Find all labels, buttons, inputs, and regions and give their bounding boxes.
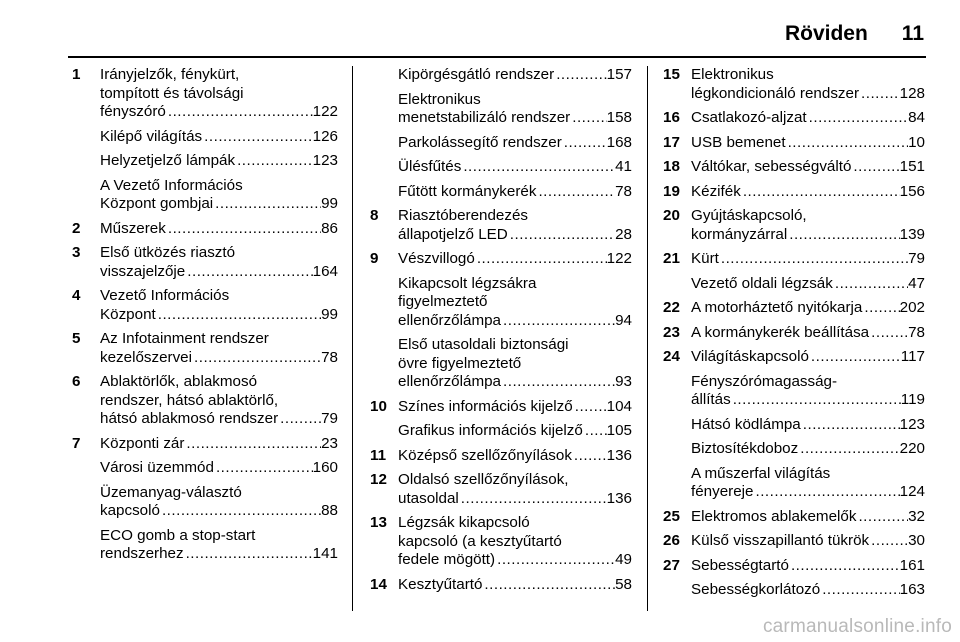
index-entry <box>72 373 338 429</box>
callout-number: 12 <box>370 471 387 488</box>
entry-text: fényszóró <box>100 103 166 120</box>
callout-number <box>663 275 691 294</box>
dot-leader <box>501 312 615 331</box>
entry-text: visszajelzője <box>100 262 186 280</box>
callout-number: 15 <box>663 66 680 83</box>
column-divider <box>647 66 648 611</box>
index-entry <box>370 207 632 244</box>
entry-text: figyelmeztető <box>398 293 488 310</box>
callout-number <box>370 275 398 331</box>
index-entry <box>663 183 925 202</box>
dot-leader <box>461 158 615 177</box>
dot-leader <box>213 195 321 214</box>
dot-leader <box>856 508 908 527</box>
entry-text: Elektromos ablakemelők <box>691 507 857 525</box>
entry-text: Sebességkorlátozó <box>691 581 821 598</box>
entry-text: A Vezető Információs <box>100 176 243 194</box>
page-reference: 158 <box>606 109 632 126</box>
dot-leader <box>156 306 321 325</box>
callout-number <box>370 158 398 177</box>
index-entry <box>663 275 925 294</box>
entry-text: ellenőrzőlámpa <box>398 373 501 390</box>
page-reference: 161 <box>899 556 925 574</box>
page-reference: 78 <box>908 323 925 341</box>
page-reference: 28 <box>615 225 632 243</box>
dot-leader <box>851 158 899 177</box>
entry-text: A motorháztető nyitókarja <box>691 299 863 316</box>
callout-number: 17 <box>663 133 680 151</box>
entry-text: Csatlakozó-aljzat <box>691 109 807 126</box>
page-reference: 30 <box>908 532 925 549</box>
entry-text: kormányzárral <box>691 225 788 243</box>
entry-text: Sebességtartó <box>691 556 789 574</box>
dot-leader <box>214 459 313 478</box>
index-entry <box>370 576 632 595</box>
page-reference: 124 <box>899 483 925 500</box>
index-column-3 <box>663 66 925 606</box>
entry-text: Vezető oldali légzsák <box>691 274 833 292</box>
callout-number <box>663 465 691 502</box>
dot-leader <box>184 545 313 564</box>
entry-text: Riasztóberendezés <box>398 207 529 224</box>
page-header <box>785 22 924 52</box>
index-entry <box>370 91 632 128</box>
callout-number: 8 <box>370 207 379 224</box>
callout-number <box>370 91 398 128</box>
page-reference: 156 <box>899 182 925 200</box>
index-entry <box>72 459 338 478</box>
dot-leader <box>562 134 607 153</box>
page-reference: 160 <box>312 459 338 476</box>
callout-number <box>72 527 100 564</box>
page-reference: 141 <box>312 545 338 562</box>
dot-leader <box>741 183 900 202</box>
dot-leader <box>459 490 607 509</box>
index-column-2 <box>370 66 632 600</box>
page-reference: 122 <box>312 103 338 120</box>
entry-text: Váltókar, sebességváltó <box>691 158 852 175</box>
callout-number: 22 <box>663 299 680 316</box>
index-entry <box>663 250 925 269</box>
entry-text: A műszerfal világítás <box>691 464 831 482</box>
entry-text: Légzsák kikapcsoló <box>398 514 530 531</box>
entry-text: ECO gomb a stop-start <box>100 526 256 544</box>
index-entry <box>663 416 925 435</box>
dot-leader <box>235 152 313 171</box>
index-entry <box>370 250 632 269</box>
callout-number <box>663 440 691 459</box>
page-reference: 79 <box>908 250 925 267</box>
entry-text: Központ <box>100 305 156 323</box>
page-reference: 117 <box>900 348 925 365</box>
callout-number <box>72 128 100 147</box>
index-entry <box>663 324 925 343</box>
index-entry <box>72 152 338 171</box>
index-entry <box>72 177 338 214</box>
index-entry <box>72 66 338 122</box>
page-reference: 94 <box>615 311 632 329</box>
dot-leader <box>536 183 615 202</box>
index-entry <box>370 336 632 392</box>
dot-leader <box>554 66 606 85</box>
entry-text: Ülésfűtés <box>398 158 462 175</box>
page-reference: 139 <box>899 225 925 243</box>
index-entry <box>663 508 925 527</box>
index-entry <box>663 348 925 367</box>
callout-number <box>663 581 691 600</box>
entry-text: USB bemenet <box>691 133 786 151</box>
dot-leader <box>570 109 606 128</box>
callout-number <box>370 183 398 202</box>
page-reference: 168 <box>606 133 632 151</box>
page-reference: 10 <box>908 133 925 151</box>
entry-text: Központ gombjai <box>100 195 214 212</box>
entry-text: kezelőszervei <box>100 348 193 366</box>
page-reference: 123 <box>899 415 925 433</box>
callout-number: 24 <box>663 348 680 365</box>
index-entry <box>72 330 338 367</box>
index-entry <box>370 275 632 331</box>
index-entry <box>370 66 632 85</box>
callout-number <box>370 134 398 153</box>
dot-leader <box>160 502 321 521</box>
index-entry <box>663 109 925 128</box>
page-reference: 88 <box>321 502 338 519</box>
entry-text: Kürt <box>691 250 719 267</box>
entry-text: övre figyelmeztető <box>398 354 522 372</box>
index-entry <box>72 435 338 454</box>
entry-text: állapotjelző LED <box>398 225 508 243</box>
index-entry <box>72 220 338 239</box>
page-reference: 23 <box>321 434 338 452</box>
page-reference: 126 <box>312 127 338 145</box>
page-reference: 220 <box>899 440 925 457</box>
entry-text: Központi zár <box>100 434 185 452</box>
page-reference: 104 <box>606 397 632 415</box>
entry-text: Kesztyűtartó <box>398 575 483 593</box>
index-entry <box>72 484 338 521</box>
entry-text: Parkolássegítő rendszer <box>398 133 562 151</box>
callout-number <box>370 422 398 441</box>
index-entry <box>72 128 338 147</box>
entry-text: Az Infotainment rendszer <box>100 330 269 347</box>
dot-leader <box>809 348 901 367</box>
index-entry <box>370 134 632 153</box>
page-reference: 136 <box>606 446 632 464</box>
callout-number: 9 <box>370 250 379 267</box>
callout-number: 5 <box>72 330 81 347</box>
callout-number <box>663 416 691 435</box>
index-entry <box>663 299 925 318</box>
index-entry <box>72 527 338 564</box>
dot-leader <box>192 349 321 368</box>
callout-number: 11 <box>370 446 387 464</box>
index-entry <box>663 581 925 600</box>
entry-text: Oldalsó szellőzőnyílások, <box>398 471 569 488</box>
callout-number: 10 <box>370 397 387 415</box>
callout-number <box>370 66 398 85</box>
index-entry <box>370 422 632 441</box>
page-reference: 49 <box>615 551 632 568</box>
entry-text: Világításkapcsoló <box>691 348 809 365</box>
dot-leader <box>185 263 312 282</box>
index-entry <box>370 183 632 202</box>
dot-leader <box>786 134 909 153</box>
index-entry <box>72 287 338 324</box>
page-reference: 128 <box>899 84 925 102</box>
index-entry <box>663 440 925 459</box>
index-entry <box>370 398 632 417</box>
entry-text: Első utasoldali biztonsági <box>398 336 569 353</box>
page-reference: 84 <box>908 109 925 126</box>
dot-leader <box>583 422 607 441</box>
dot-leader <box>572 447 607 466</box>
dot-leader <box>787 226 899 245</box>
entry-text: Hátsó ködlámpa <box>691 415 801 433</box>
entry-text: kapcsoló (a kesztyűtartó <box>398 532 562 550</box>
index-entry <box>370 471 632 508</box>
page-reference: 157 <box>606 66 632 83</box>
index-entry <box>663 465 925 502</box>
entry-text: Kilépő világítás <box>100 127 203 145</box>
callout-number: 26 <box>663 532 680 549</box>
entry-text: Vészvillogó <box>398 250 475 267</box>
page-reference: 202 <box>899 299 925 316</box>
entry-text: Külső visszapillantó tükrök <box>691 532 870 549</box>
dot-leader <box>202 128 313 147</box>
page-reference: 93 <box>615 373 632 390</box>
dot-leader <box>482 576 615 595</box>
callout-number: 4 <box>72 287 81 304</box>
callout-number: 6 <box>72 373 81 390</box>
callout-number <box>72 152 100 171</box>
dot-leader <box>731 391 901 410</box>
index-entry <box>663 207 925 244</box>
page-reference: 99 <box>321 195 338 212</box>
page-reference: 136 <box>606 489 632 507</box>
callout-number <box>370 336 398 392</box>
entry-text: menetstabilizáló rendszer <box>398 109 571 126</box>
dot-leader <box>166 103 313 122</box>
callout-number <box>72 177 100 214</box>
dot-leader <box>184 435 321 454</box>
entry-text: Kikapcsolt légzsákra <box>398 274 537 292</box>
entry-text: Elektronikus <box>691 66 774 83</box>
callout-number: 27 <box>663 556 680 574</box>
dot-leader <box>495 551 615 570</box>
page-reference: 78 <box>321 348 338 366</box>
entry-text: Gyújtáskapcsoló, <box>691 207 807 224</box>
callout-number: 14 <box>370 575 387 593</box>
dot-leader <box>278 410 321 429</box>
callout-number: 3 <box>72 244 81 261</box>
dot-leader <box>789 557 900 576</box>
entry-text: utasoldal <box>398 489 459 507</box>
dot-leader <box>508 226 615 245</box>
entry-text: Ablaktörlők, ablakmosó <box>100 373 258 390</box>
page-reference: 99 <box>321 305 338 323</box>
page-reference: 41 <box>615 158 632 175</box>
entry-text: Grafikus információs kijelző <box>398 422 583 439</box>
index-entry <box>370 447 632 466</box>
dot-leader <box>820 581 899 600</box>
callout-number: 19 <box>663 182 680 200</box>
dot-leader <box>798 440 899 459</box>
entry-text: hátsó ablakmosó rendszer <box>100 410 279 427</box>
dot-leader <box>862 299 899 318</box>
dot-leader <box>573 398 607 417</box>
entry-text: ellenőrzőlámpa <box>398 311 501 329</box>
entry-text: Kipörgésgátló rendszer <box>398 66 555 83</box>
callout-number: 16 <box>663 109 680 126</box>
callout-number: 18 <box>663 158 680 175</box>
entry-text: Műszerek <box>100 219 166 237</box>
page-reference: 58 <box>615 575 632 593</box>
page-reference: 86 <box>321 219 338 237</box>
entry-text: Középső szellőzőnyílások <box>398 446 572 464</box>
entry-text: légkondicionáló rendszer <box>691 84 860 102</box>
entry-text: tompított és távolsági <box>100 84 244 102</box>
dot-leader <box>801 416 900 435</box>
entry-text: Helyzetjelző lámpák <box>100 152 236 169</box>
page-number: 11 <box>901 22 924 45</box>
callout-number: 21 <box>663 250 680 267</box>
page-reference: 164 <box>312 262 338 280</box>
entry-text: Fűtött kormánykerék <box>398 182 537 200</box>
entry-text: Elektronikus <box>398 90 481 108</box>
index-entry <box>663 557 925 576</box>
dot-leader <box>833 275 908 294</box>
callout-number <box>663 373 691 410</box>
callout-number <box>72 484 100 521</box>
index-entry <box>663 158 925 177</box>
entry-text: Vezető Információs <box>100 287 230 304</box>
index-column-1 <box>72 66 338 570</box>
callout-number: 2 <box>72 219 81 237</box>
entry-text: Fényszórómagasság- <box>691 372 838 390</box>
page-reference: 123 <box>312 152 338 169</box>
page-reference: 78 <box>615 182 632 200</box>
index-entry <box>663 532 925 551</box>
page-reference: 122 <box>606 250 632 267</box>
dot-leader <box>501 373 615 392</box>
dot-leader <box>859 85 900 104</box>
index-entry <box>72 244 338 281</box>
entry-text: rendszer, hátsó ablaktörlő, <box>100 391 279 409</box>
entry-text: állítás <box>691 391 731 408</box>
dot-leader <box>719 250 908 269</box>
page-reference: 32 <box>908 507 925 525</box>
entry-text: Üzemanyag-választó <box>100 483 242 501</box>
page-reference: 163 <box>899 581 925 598</box>
callout-number <box>72 459 100 478</box>
chapter-title: Röviden <box>784 22 868 45</box>
dot-leader <box>166 220 321 239</box>
dot-leader <box>475 250 607 269</box>
callout-number: 7 <box>72 434 81 452</box>
entry-text: fényereje <box>691 483 754 500</box>
dot-leader <box>753 483 899 502</box>
page-reference: 151 <box>899 158 925 175</box>
column-divider <box>352 66 353 611</box>
entry-text: rendszerhez <box>100 545 184 562</box>
callout-number: 23 <box>663 323 680 341</box>
entry-text: Színes információs kijelző <box>398 397 573 415</box>
header-rule <box>68 56 926 58</box>
entry-text: Irányjelzők, fénykürt, <box>100 66 240 83</box>
dot-leader <box>869 532 908 551</box>
entry-text: Városi üzemmód <box>100 459 214 476</box>
callout-number: 1 <box>72 66 81 83</box>
page-reference: 105 <box>606 422 632 439</box>
page-reference: 119 <box>900 391 925 408</box>
page-reference: 47 <box>908 274 925 292</box>
watermark: carmanualsonline.info <box>762 616 952 637</box>
index-entry <box>663 134 925 153</box>
index-entry <box>663 373 925 410</box>
entry-text: Első ütközés riasztó <box>100 244 236 261</box>
entry-text: fedele mögött) <box>398 551 496 568</box>
dot-leader <box>807 109 908 128</box>
callout-number: 25 <box>663 507 680 525</box>
index-entry <box>370 158 632 177</box>
entry-text: kapcsoló <box>100 502 160 519</box>
page-reference: 79 <box>321 410 338 427</box>
entry-text: A kormánykerék beállítása <box>691 323 870 341</box>
callout-number: 20 <box>663 207 680 224</box>
index-entry <box>370 514 632 570</box>
dot-leader <box>869 324 908 343</box>
entry-text: Kézifék <box>691 182 741 200</box>
callout-number: 13 <box>370 514 387 531</box>
entry-text: Biztosítékdoboz <box>691 440 799 457</box>
index-entry <box>663 66 925 103</box>
